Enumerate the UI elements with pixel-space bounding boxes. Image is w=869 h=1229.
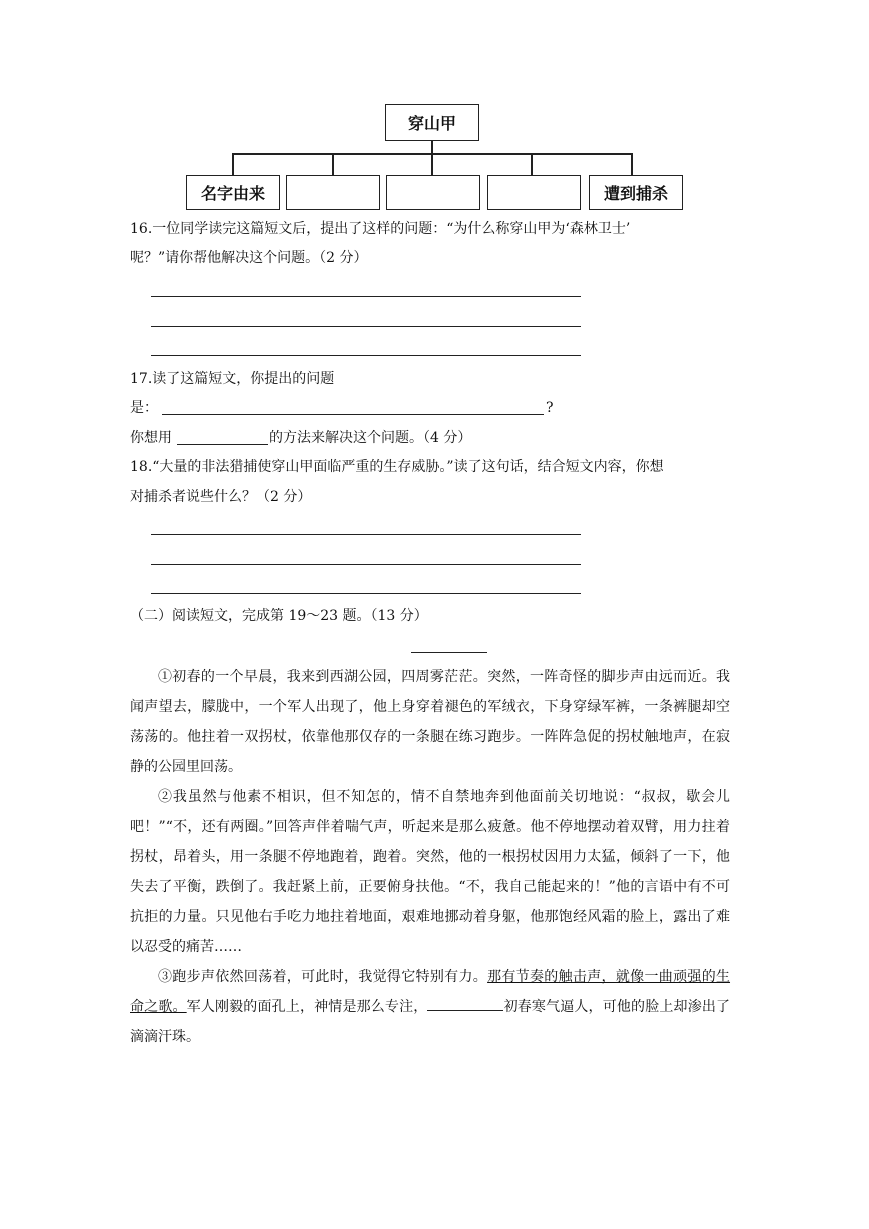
diagram-child-box	[589, 175, 683, 210]
diagram-child-label: 名字由来	[200, 184, 265, 203]
diagram-root-label: 穿山甲	[407, 114, 456, 133]
q17-line3-prefix: 你想用	[130, 430, 172, 446]
diagram-child-box[interactable]	[386, 175, 480, 210]
passage-paragraph-3	[130, 962, 730, 1052]
q18-answer-line[interactable]	[151, 564, 581, 565]
diagram-child-box[interactable]	[487, 175, 581, 210]
passage-paragraph-1: ①初春的一个早晨，我来到西湖公园，四周雾茫茫。突然，一阵奇怪的脚步声由远而近。我闻声望去，朦胧中，一个军人出现了，他上身穿着褪色的军绒衣，下身穿绿军裤，一条裤腿却空荡荡的。他拄着一双拐杖，依靠他那仅存的一条腿在练习跑步。一阵阵急促的拐杖触地声，在寂静的公园里回荡。	[130, 669, 730, 775]
q18-answer-line[interactable]	[151, 534, 581, 535]
diagram-connector-drop	[431, 153, 433, 175]
q16-text-line2: 呢？”请你帮他解决这个问题。（2 分）	[130, 250, 368, 266]
q18-text-line2: 对捕杀者说些什么？（2 分）	[130, 489, 312, 505]
passage-paragraph-3-part-b: 军人刚毅的面孔上，神情是那么专注，	[186, 999, 428, 1015]
diagram-child-label: 遭到捕杀	[603, 184, 668, 203]
q16-answer-line[interactable]	[151, 355, 581, 356]
q18-text-line1: 18.“大量的非法猎捕使穿山甲面临严重的生存威胁。”读了这句话，结合短文内容，你想	[130, 459, 664, 475]
q17-method-blank[interactable]	[177, 444, 268, 445]
diagram-connector-drop	[332, 153, 334, 175]
diagram-connector-horizontal	[232, 153, 633, 155]
passage-paragraph-2: ②我虽然与他素不相识，但不知怎的，情不自禁地奔到他面前关切地说：“叔叔，歇会儿吧！”“不，还有两圈。”回答声伴着喘气声，听起来是那么疲惫。他不停地摆动着双臂，用力拄着拐杖，昂着头，用一条腿不停地跑着，跑着。突然，他的一根拐杖因用力太猛，倾斜了一下，他失去了平衡，跌倒了。我赶紧上前，正要俯身扶他。“不，我自己能起来的！”他的言语中有不可抗拒的力量。只见他右手吃力地拄着地面，艰难地挪动着身躯，他那饱经风霜的脸上，露出了难以忍受的痛苦……	[130, 789, 730, 955]
q18-answer-line[interactable]	[151, 593, 581, 594]
diagram-connector-drop	[232, 153, 234, 175]
passage-title-blank[interactable]	[411, 652, 487, 653]
diagram-connector-drop	[531, 153, 533, 175]
q16-text-line1: 16.一位同学读完这篇短文后，提出了这样的问题：“为什么称穿山甲为‘森林卫士’	[130, 221, 631, 237]
q17-line2-suffix: ?	[546, 400, 554, 416]
q17-question-blank[interactable]	[162, 414, 544, 415]
q17-text-line1: 17.读了这篇短文，你提出的问题	[130, 371, 335, 387]
diagram-child-box[interactable]	[286, 175, 380, 210]
diagram-connector-drop	[631, 153, 633, 175]
diagram-root-box	[385, 104, 479, 141]
q16-answer-line[interactable]	[151, 296, 581, 297]
section2-heading: （二）阅读短文，完成第 19～23 题。（13 分）	[130, 608, 428, 624]
q17-line3-suffix: 的方法来解决这个问题。（4 分）	[269, 430, 472, 446]
passage-underlined-sentence: 那有节奏的触击声，就像一曲顽强的生命之歌。	[130, 969, 731, 1015]
passage-fill-blank[interactable]	[427, 996, 503, 1011]
diagram-child-box	[186, 175, 280, 210]
passage-paragraph-3-part-a: ③跑步声依然回荡着，可此时，我觉得它特别有力。	[158, 969, 488, 985]
q16-answer-line[interactable]	[151, 326, 581, 327]
q17-line2-prefix: 是：	[130, 400, 158, 416]
passage-paragraph-3-part-c: 初春寒气逼人，可他的脸上却渗出了滴滴汗珠。	[130, 999, 731, 1045]
